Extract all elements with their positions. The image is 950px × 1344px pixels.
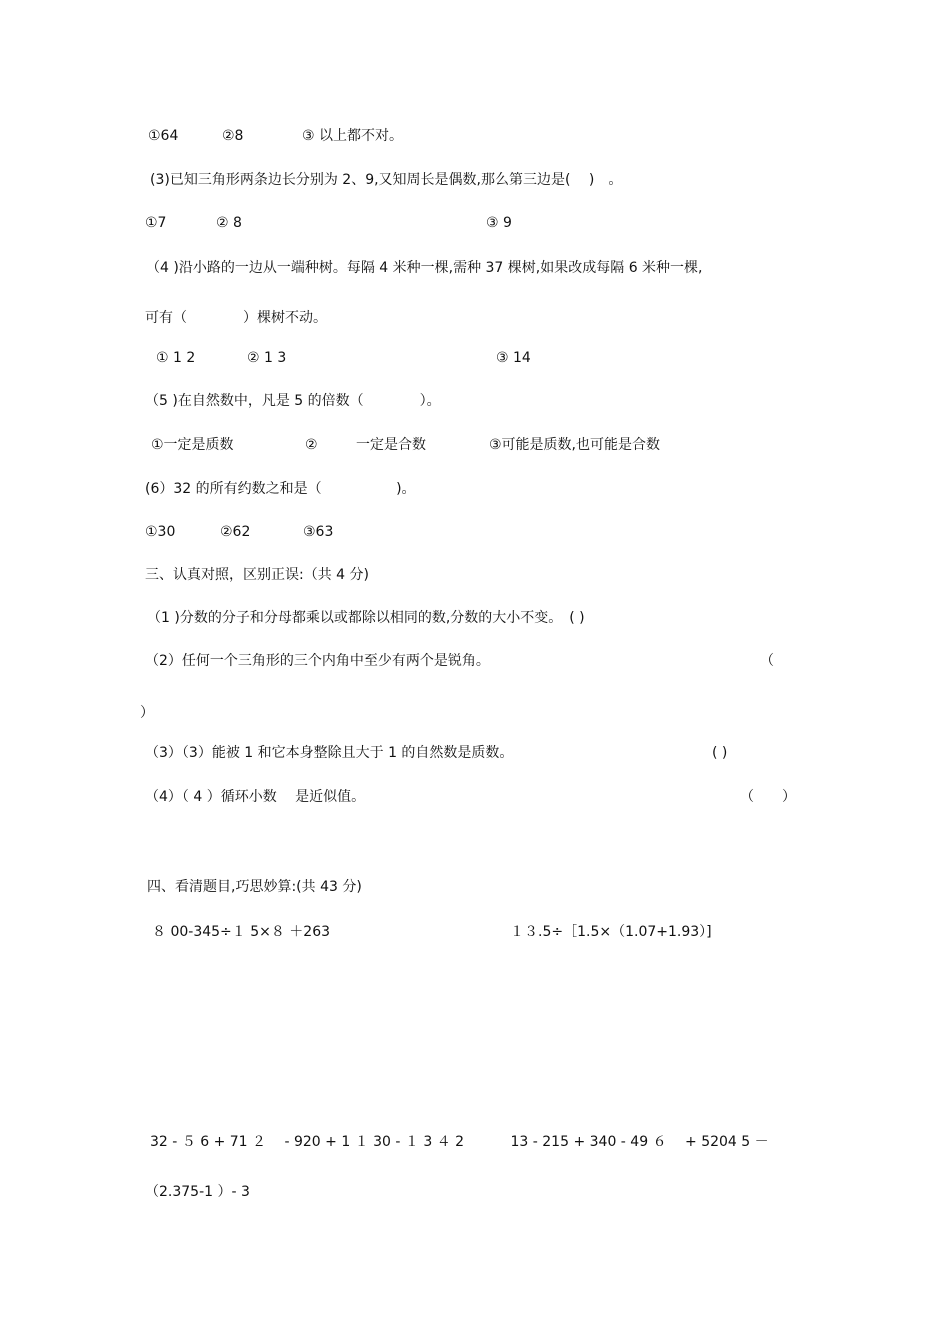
q3-text: (3)已知三角形两条边长分别为 2、9,又知周长是偶数,那么第三边是( ) 。 bbox=[150, 172, 623, 188]
section3-item-2: （2）任何一个三角形的三个内角中至少有两个是锐角。 bbox=[145, 653, 490, 669]
q2-option-3: ③ 以上都不对。 bbox=[302, 128, 404, 144]
q4-text-line1: （4 )沿小路的一边从一端种树。每隔 4 米种一棵,需种 37 棵树,如果改成每隔 6 米种一棵, bbox=[146, 260, 703, 276]
q6-option-3: ③63 bbox=[303, 524, 334, 540]
section3-item-2-open-paren: （ bbox=[760, 653, 774, 669]
section3-item-4: （4）（ 4 ）循环小数 是近似值。 bbox=[145, 789, 366, 805]
q5-option-2-marker: ② bbox=[305, 437, 318, 453]
section4-expr-row: 32 - ５ 6 + 71 ２ - 920 + 1 １ 30 - １ 3 ４ 2 13 - 215 + 340 - 49 ６ + 5204 5 － bbox=[150, 1134, 769, 1150]
q4-text-line2: 可有（ ）棵树不动。 bbox=[145, 310, 327, 326]
section3-item-3-paren: ( ) bbox=[712, 745, 728, 761]
q6-option-2: ②62 bbox=[220, 524, 251, 540]
q6-text: (6）32 的所有约数之和是（ )。 bbox=[145, 481, 416, 497]
section4-expr-1: ８ 00-345÷１ 5×８ ＋263 bbox=[152, 924, 331, 940]
q4-option-2: ② 1 3 bbox=[247, 350, 287, 366]
section4-title: 四、看清题目,巧思妙算:(共 43 分) bbox=[147, 879, 362, 895]
q4-option-1: ① 1 2 bbox=[156, 350, 196, 366]
q6-option-1: ①30 bbox=[145, 524, 176, 540]
q3-option-3: ③ 9 bbox=[486, 215, 512, 231]
q3-option-2: ② 8 bbox=[216, 215, 242, 231]
q2-option-2: ②8 bbox=[222, 128, 244, 144]
q5-option-2: 一定是合数 bbox=[356, 437, 426, 453]
q5-option-3: ③可能是质数,也可能是合数 bbox=[489, 437, 661, 453]
q2-option-1: ①64 bbox=[148, 128, 179, 144]
q5-text: （5 )在自然数中，凡是 5 的倍数（ ）。 bbox=[145, 393, 441, 409]
section3-item-4-paren: （ ） bbox=[740, 789, 796, 805]
section4-expr-2: １３.5÷［1.5×（1.07+1.93）] bbox=[510, 924, 712, 940]
q3-option-1: ①7 bbox=[145, 215, 167, 231]
section3-item-3: （3）（3）能被 1 和它本身整除且大于 1 的自然数是质数。 bbox=[145, 745, 514, 761]
section3-item-1: （1 )分数的分子和分母都乘以或都除以相同的数,分数的大小不变。 ( ) bbox=[147, 610, 585, 626]
q4-option-3: ③ 14 bbox=[496, 350, 531, 366]
q5-option-1: ①一定是质数 bbox=[151, 437, 234, 453]
section4-expr-4: （2.375-1 ）- 3 bbox=[145, 1184, 250, 1200]
section3-title: 三、认真对照，区别正误:（共 4 分) bbox=[145, 567, 369, 583]
section3-item-2-close-paren: ） bbox=[140, 705, 154, 721]
